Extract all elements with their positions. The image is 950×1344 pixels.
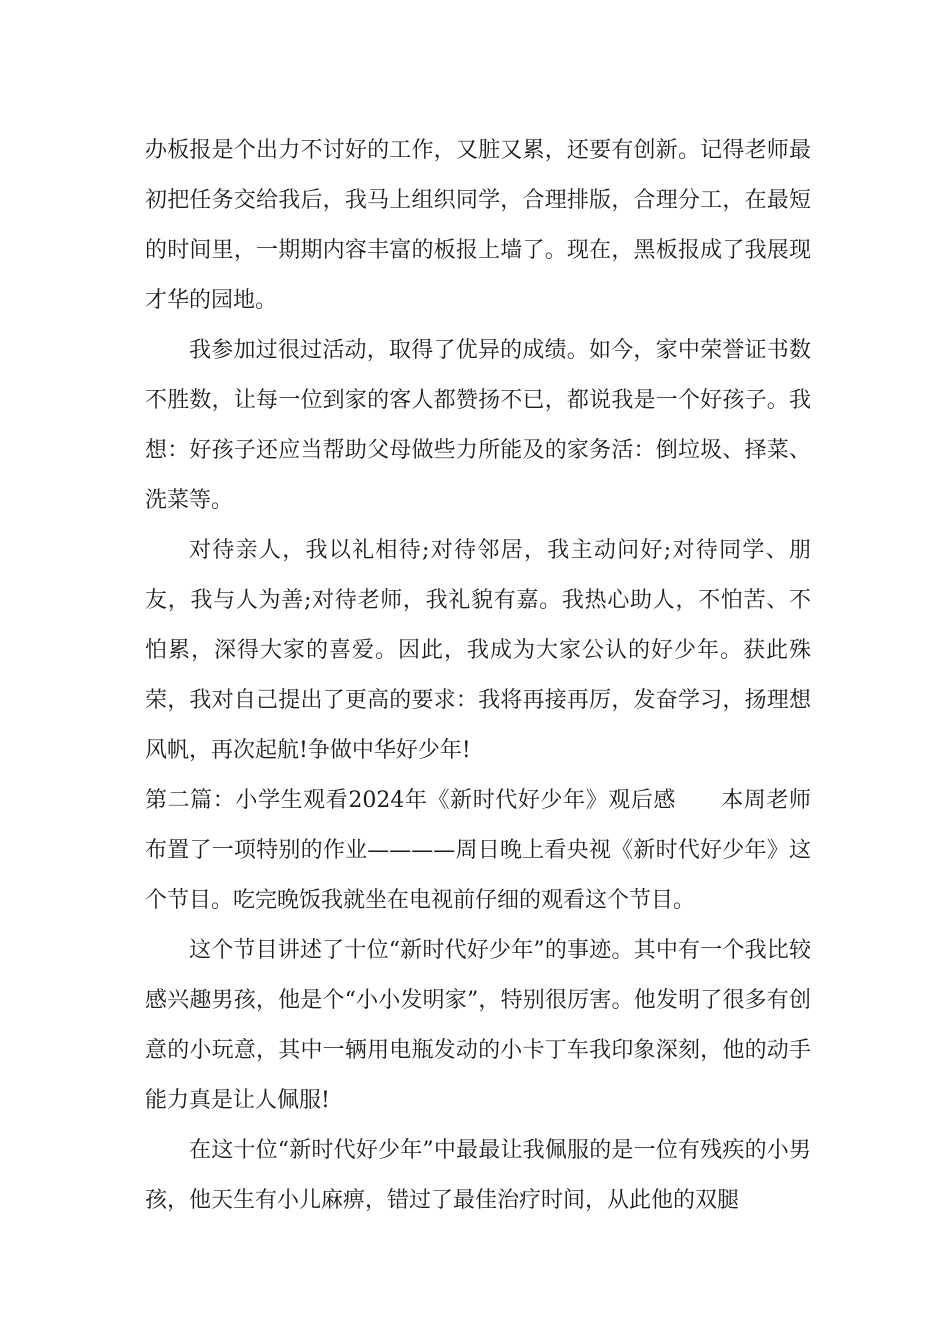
paragraph-3: 对待亲人，我以礼相待;对待邻居，我主动问好;对待同学、朋友，我与人为善;对待老师，我礼貌有嘉。我热心助人，不怕苦、不怕累，深得大家的喜爱。因此，我成为大家公认的好少年。获此殊荣，我对自己提出了更高的要求：我将再接再厉，发奋学习，扬理想风帆，再次起航!争做中华好少年! [145, 538, 811, 763]
paragraph-1: 办板报是个出力不讨好的工作，又脏又累，还要有创新。记得老师最初把任务交给我后，我马上组织同学，合理排版，合理分工，在最短的时间里，一期期内容丰富的板报上墙了。现在，黑板报成了我展现才华的园地。 [145, 138, 811, 313]
paragraph-5: 这个节目讲述了十位“新时代好少年”的事迹。其中有一个我比较感兴趣男孩，他是个“小小发明家”，特别很厉害。他发明了很多有创意的小玩意，其中一辆用电瓶发动的小卡丁车我印象深刻，他的动手能力真是让人佩服! [145, 938, 811, 1113]
paragraph-2: 我参加过很过活动，取得了优异的成绩。如今，家中荣誉证书数不胜数，让每一位到家的客人都赞扬不已，都说我是一个好孩子。我想：好孩子还应当帮助父母做些力所能及的家务活：倒垃圾、择菜、洗菜等。 [145, 338, 811, 513]
paragraph-6: 在这十位“新时代好少年”中最最让我佩服的是一位有残疾的小男孩，他天生有小儿麻痹，错过了最佳治疗时间，从此他的双腿 [145, 1138, 811, 1213]
document-body [145, 126, 811, 1226]
paragraph-4-section-heading: 第二篇：小学生观看2024年《新时代好少年》观后感 本周老师布置了一项特别的作业————周日晚上看央视《新时代好少年》这个节目。吃完晚饭我就坐在电视前仔细的观看这个节目。 [145, 788, 811, 913]
